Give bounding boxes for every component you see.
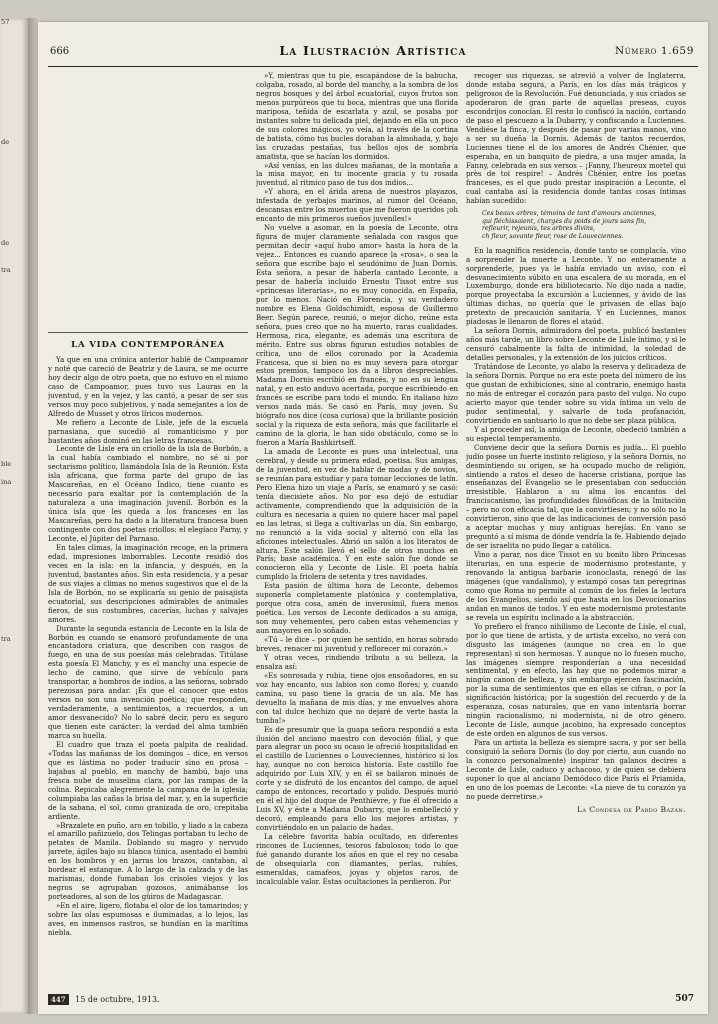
edge-text-fragment	[0, 763, 28, 772]
edge-text-fragment	[0, 377, 28, 386]
edge-text-fragment	[0, 902, 28, 911]
edge-text-fragment	[0, 570, 28, 579]
edge-text-fragment	[0, 313, 28, 322]
edge-text-fragment	[0, 497, 28, 506]
edge-text-fragment	[0, 717, 28, 726]
edge-text-fragment	[0, 92, 28, 101]
edge-text-fragment	[0, 469, 28, 478]
edge-text-fragment	[0, 276, 28, 285]
edge-text-fragment	[0, 303, 28, 312]
paragraph: La señora Dornis, admiradora del poeta, publicó bastantes años más tarde, un libro sobre Leconte de Lisle íntimo, y si le censuró cabalmente la falta de intimidad, la soledad de detalles personales, y la extensión de los juicios críticos.	[466, 327, 686, 363]
paragraph: Leconte de Lisle era un criollo de la isla de Borbón, a la cual había cambiado el nombre, no sé si por sectarismo político, llamándola Isla de la Reunión. Esta isla africana, que forma parte del grupo de las Mascareñas, en el Océano Índico, tiene cuanto es necesario para exaltar por la contemplación de la naturaleza a una imaginación juvenil. Borbón es la única isla que les queda a los franceses en las Mascareñas, pero ha dado a la literatura francesa buen contingente con dos poetas criollos: el elegíaco Parny, y Leconte, el Júpiter del Parnaso.	[48, 445, 248, 544]
edge-text-fragment	[0, 202, 28, 211]
paragraph: Durante la segunda estancia de Leconte en la Isla de Borbón es cuando se enamoró profundamente de una encantadora criatura, que describen con rasgos de fuego, en una de sus poesías más celebradas. Titúlase esta poesía El Manchy, y es el manchy una especie de lecho de camino, que sirve de vehículo para transportar, a hombros de indios, a las señoras, sobrado perezosas para andar. ¡Es que el conocer que estos versos no son una invención poética; que responden, verdaderamente, a sentimientos, a recuerdos, a un amor desvanecido? No lo sabré decir, pero es seguro que tienen este carácter: la verdad del alma también marca su huella.	[48, 624, 248, 740]
paragraph: Esta pasión de última hora de Leconte, debemos suponerla completamente platónica y contemplativa, porque otra cosa, amén de inverosímil, fuera menos poética. Los versos de Leconte dedicados a su amiga, son muy vehementes, pero caben estas vehemencias y aun mayores en lo soñado.	[256, 582, 458, 636]
paragraph: Conviene decir que la señora Dornis es judía... El pueblo judío posee un fuerte instinto religioso, y la señora Dornis, no desmintiendo su origen, se ha ocupado mucho de religión, sintiendo a ratos el deseo de hacerse cristiana, porque las enseñanzas del Evangelio se le presentaban con seducción irresistible. Hablaron a su alma los encantos del franciscanismo, las profundidades filosóficas de la Imitación – pero no con eficacia tal, que la convirtiesen; y no sólo no la convirtieron, sino que de las indicaciones de conversión pasó a aceptar muchas y muy antiguas herejías. En vano se preguntó a sí misma de dónde vendría la fe. Habiendo dejado de ser israelita no pudo llegar a católica.	[466, 443, 686, 551]
paragraph: »Brazalete en puño, aro en tobillo, y liado a la cabeza el amarillo pañizuelo, dos Telingas portaban tu lecho de petates de Manila. Doblando su magro y nervudo jarrete, ágiles bajo su blanca túnica, asentado el bambú en los hombros y en jarras los brazos, cantaban, al bordear el estanque. A lo largo de la calzada y de las marismas, donde fumaban los crisoles viejos y los negros se agrupaban gozosos, animábanse los porteadores, al son de los güiros de Madagascar.	[48, 821, 248, 902]
edge-text-fragment	[0, 625, 28, 634]
edge-text-fragment: tra	[1, 634, 11, 643]
edge-text-fragment	[0, 855, 28, 864]
edge-text-fragment	[0, 487, 28, 496]
edge-text-fragment	[0, 395, 28, 404]
edge-text-fragment	[0, 653, 28, 662]
edge-text-fragment	[0, 322, 28, 331]
edge-text-fragment	[0, 791, 28, 800]
verse-line: ch fleur, savante fleur, rose de Louveciennes.	[482, 233, 624, 241]
edge-text-fragment	[0, 331, 28, 340]
edge-text-fragment	[0, 147, 28, 156]
paragraph: »En el aire, ligero, flotaba el olor de los tamarindos; y sobre las olas espumosas e iluminadas, a lo lejos, las aves, en inmensos rastros, se hundían en la marítima niebla.	[48, 902, 248, 937]
edge-text-fragment: ble	[1, 459, 12, 468]
edge-text-fragment	[0, 948, 28, 957]
edge-text-fragment	[0, 607, 28, 616]
edge-text-fragment	[0, 119, 28, 128]
edge-text-fragment	[0, 543, 28, 552]
edge-text-fragment	[0, 819, 28, 828]
paragraph: recoger sus riquezas, se atrevió a volver de Inglaterra, donde estaba segura, a París, en los días más trágicos y peligrosos de la Revolución. Fué denunciada, y sus criados se apoderaron de gran parte de aquellas preseas, cuyos escondrijos conocían. El resto lo confiscó la nación, cortando de paso el pescuezo a la Dubarry, y confiscando a Luciennes. Vendiése la finca, y después de pasar por varias manos, vino a ser su dueña la Dornis. Además de tantos recuerdos, Luciennes tiene el de los amores de Andrés Chénier, que esperaba, en un banquito de piedra, a una mujer amada, la Fanny, celebrada en sus versos – ¡Fanny, l'heureux mortel qui près de toi respire! – Andrés Chénier, entre los poetas franceses, es el que pudo prestar inspiración a Leconte, el cual cantaba así la residencia donde tantas cosas íntimas habían sucedido:	[466, 72, 686, 206]
edge-text-fragment	[0, 165, 28, 174]
edge-text-fragment	[0, 690, 28, 699]
edge-text-fragment: de	[1, 137, 10, 146]
edge-text-fragment	[0, 754, 28, 763]
edge-text-fragment	[0, 340, 28, 349]
paragraph: No vuelve a asomar, en la poesía de Leconte, otra figura de mujer claramente señalada con rasgos que permitan decir «aquí hubo amor» hasta la hora de la vejez... Entonces es cuando aparece la «rosa», o sea la señora que escribe bajo el seudónimo de Juan Dornis. Esta señora, a pesar de haberla cantado Leconte, a pesar de haberla incluido Ernesto Tissot entre sus «princesas literarias», no es muy conocida, en España, por lo menos. Nació en Florencia, y su verdadero nombre es Elena Goldschimidt, esposa de Guillermo Beer. Según parece, reunió, o mejor dicho, reúne esta señora, pues creo que no ha muerto, raras cualidades. Hermosa, rica, elegante, es además una escritora de mérito. Entre sus obras figuran estudios notables de crítica, uno de ellos coronado por la Academia Francesa, que si bien no es muy severa para otorgar estos premios, tampoco los da a libros despreciables. Madama Dornis escribió en francés, y no en su lengua natal, y en esto anduvo acertada, porque escribiendo en francés se escribe para todo el mundo. En italiano hizo versos nada más. Se casó en París, muy joven. Su biógrafo nos dice (cosa curiosa) que la brillante posición social y la riqueza de esta señora, más que facilitarle el camino de la gloria, le han sido obstáculo, como se lo fueron a María Bashkirtseff.	[256, 224, 458, 448]
footer-date: 15 de octubre, 1913.	[75, 995, 160, 1004]
edge-text-fragment	[0, 432, 28, 441]
paragraph: Yo prefiero el franco nihilismo de Leconte de Lisle, el cual, por lo que tiene de artista, y de artista excelso, no verá con disgusto las imágenes (aunque no crea en lo que representan) si son hermosas. Y aunque no lo fuesen mucho, las imágenes siempre responderían a una necesidad sentimental, y en efecto, las hay que no podemos mirar a ningún canon de belleza, y sin embargo ejercen fascinación, por la suma de sentimientos que en ellas se cifran, o por la significación histórica; por la sugestión del recuerdo y de la esperanza, cosas naturales, que en vano intentaría borrar ningún racionalismo, ni modernista, ni de otro género. Leconte de Lisle, aunque jacobino, ha expresado conceptos de este orden en algunos de sus versos.	[466, 622, 686, 739]
edge-text-fragment	[0, 892, 28, 901]
edge-text-fragment	[0, 865, 28, 874]
edge-text-fragment: tra	[1, 266, 11, 275]
paragraph: «Es sonrosada y rubia, tiene ojos ensoñadores, en su voz hay encanto, sus labios son como flores; y, cuando camina, su paso tiene la gracia de un ala. Me has devuelto la mañana de mis días, y me envuelves ahora con tal dulce hechizo que no dejaré de verte hasta la tumba!»	[256, 671, 458, 725]
edge-text-fragment	[0, 883, 28, 892]
edge-text-fragment	[0, 423, 28, 432]
edge-text-fragment	[0, 27, 28, 36]
paragraph: »Y, mientras que tu pie, escapándose de la babucha, colgaba, rosado, al borde del manchy, a la sombra de los negros bosques y del árbol ecuatorial, cuyos frutos son menos purpúreos que tu boca, mientras que una florida mariposa, teñida de escarlata y azul, se posaba por instantes sobre tu delicada piel, dejando en ella un poco de sus colores mágicos, yo veía, al través de la cortina de batista, cómo tus bucles doraban la almohada, y, bajo las cruzadas pestañas, tus bellos ojos de sombría amatista, que se hacían los dormidos.	[256, 72, 458, 161]
edge-text-fragment	[0, 441, 28, 450]
edge-text-fragment	[0, 184, 28, 193]
french-verse	[482, 210, 686, 240]
edge-text-fragment	[0, 975, 28, 984]
edge-text-fragment	[0, 745, 28, 754]
edge-text-fragment	[0, 552, 28, 561]
edge-text-fragment	[0, 1012, 28, 1014]
edge-text-fragment: 57	[1, 18, 10, 26]
edge-text-fragment	[0, 174, 28, 183]
magazine-page	[38, 22, 708, 1014]
paragraph: En la magnífica residencia, donde tanto se complacía, vino a sorprender la muerte a Leconte. Y no enteramente a sorprenderle, pues ya le había enviado un aviso, con el desvanecimiento súbito en una escalera de su morada, en el Luxemburgo, donde era bibliotecario. No dijo nada a nadie, porque proyectaba la excursión a Luciennes, y ávido de las últimas dichas, no quería que le privasen de ellas bajo pretexto de precaución sanitaria. Y en Luciennes, manos piadosas le llenaron de flores el ataúd.	[466, 246, 686, 327]
edge-text-fragment	[0, 414, 28, 423]
edge-text-fragment	[0, 55, 28, 64]
section-title: LA VIDA CONTEMPORÁNEA	[71, 340, 225, 350]
edge-text-fragment	[0, 800, 28, 809]
paragraph: «Tú – le dice – por quien he sentido, en horas sobrado breves, renacer mi juventud y reflorecer mi corazón.»	[256, 636, 458, 653]
column-3-text-a	[466, 72, 686, 206]
edge-text-fragment	[0, 533, 28, 542]
edge-text-fragment	[0, 230, 28, 239]
edge-text-fragment	[0, 211, 28, 220]
verse-line: qui fléchissaient, chargés du poids de jours sans fin,	[482, 217, 647, 225]
edge-text-fragment	[0, 64, 28, 73]
edge-text-fragment	[0, 837, 28, 846]
edge-text-fragment	[0, 368, 28, 377]
edge-text-fragment	[0, 681, 28, 690]
paragraph: Tratándose de Leconte, yo alabo la reserva y delicadeza de la señora Dornis. Porque no era este poeta del número de los que gustan de exhibiciones, sino al contrario, enemigo hasta no más de entregar el corazón para pasto del vulgo. No cupo acierto mayor que tender sobre su vida íntima un velo de pudor sentimental, y salvarle de toda profanación, convirtiendo en santuario lo que no debe ser plaza pública.	[466, 363, 686, 425]
adjacent-page-edge	[0, 18, 28, 1014]
edge-text-fragment	[0, 708, 28, 717]
column-3-text-b	[466, 247, 686, 802]
verse-line: Ces beaux arbres, témoins de tant d'amours anciennes,	[482, 210, 657, 218]
edge-text-fragment	[0, 644, 28, 653]
edge-text-fragment	[0, 809, 28, 818]
paragraph: Y al proceder así, la amiga de Leconte, obedeció también a su especial temperamento.	[466, 425, 686, 443]
edge-text-fragment	[0, 662, 28, 671]
edge-text-fragment	[0, 156, 28, 165]
edge-text-fragment	[0, 257, 28, 266]
edge-text-fragment	[0, 966, 28, 975]
footer-badge: 447	[48, 994, 69, 1005]
paragraph: Me refiero a Leconte de Lisle, jefe de la escuela parnasiana, que sucedió al romanticismo y por bastantes años dominó en las letras francesas.	[48, 418, 248, 445]
page-footer	[48, 994, 698, 1008]
column-1	[48, 72, 248, 1010]
edge-text-fragment	[0, 101, 28, 110]
edge-text-fragment	[0, 561, 28, 570]
column-2-text	[256, 72, 458, 887]
edge-text-fragment	[0, 773, 28, 782]
edge-text-fragment	[0, 294, 28, 303]
edge-text-fragment	[0, 386, 28, 395]
verse-line: refleurir, rejeunis, tes arbres divins,	[482, 225, 595, 233]
edge-text-fragment	[0, 524, 28, 533]
edge-text-fragment	[0, 736, 28, 745]
paragraph: El cuadro que traza el poeta palpita de realidad. «Todas las mañanas de los domingos – dice, en versos que es lástima no poder traducir sino en prosa – bajabas al pueblo, en manchy de bambú, bajo una fresca nube de muselina clara, por las rampas de la colina. Repicaba alegremente la campana de la iglesia; columpiaba las cañas la brisa del mar, y, en la superficie de la sabana, el sol, como granizada de oro, crepitaba ardiente.	[48, 740, 248, 821]
edge-text-fragment	[0, 911, 28, 920]
edge-text-fragment	[0, 874, 28, 883]
paragraph: Vino a parar, nos dice Tissot en su bonito libro Princesas literarias, en una especie de modernismo protestante, y renovando la antigua barbarie iconoclasta, renegó de las imágenes (que vandalismo), y estampó cosas tan peregrinas como que Roma no permite al común de los fieles la lectura de los Evangelios, siendo así que hasta en los Devocionarios andan en manos de todos. Y en este modernismo protestante se revela un espíritu inclinado a la abstracción.	[466, 551, 686, 622]
edge-text-fragment	[0, 110, 28, 119]
edge-text-fragment	[0, 349, 28, 358]
paragraph: »Así venías, en las dulces mañanas, de la montaña a la misa mayor, en tu inocente gracia y tu rosada juventud, al ritmico paso de tus dos indios...	[256, 161, 458, 188]
magazine-title: La Ilustración Artística	[279, 43, 467, 58]
paragraph: »Y ahora, en el árida arena de nuestros playazos, infestada de yerbajos marinos, al rumor del Océano, descansas entre los muertos que me fueron queridos ¡oh encanto de mis primeros sueños juveniles!»	[256, 188, 458, 224]
edge-text-fragment	[0, 82, 28, 91]
paragraph: En tales climas, la imaginación recoge, en la primera edad, impresiones imborrables. Leconte residió dos veces en la isla: en la infancia, y después, en la juventud, bastantes años. Sin esta residencia, y a pesar de sus viajes a climas no menos sugestivos que el de la Isla de Borbón, no se explicaría su genio de paisajista ecuatorial, sus descripciones admirables de animales fieros, de sus costumbres, cacerías, luchas y salvajes amores.	[48, 543, 248, 624]
edge-text-fragment	[0, 920, 28, 929]
edge-text-fragment	[0, 616, 28, 625]
edge-text-fragment	[0, 73, 28, 82]
edge-text-fragment: de	[1, 238, 10, 247]
edge-text-fragment	[0, 957, 28, 966]
edge-text-fragment	[0, 984, 28, 993]
column-3	[466, 72, 686, 1010]
edge-text-fragment	[0, 782, 28, 791]
paragraph: Es de presumir que la guapa señora respondió a esta ilusión del anciano maestro con devoción filial, y que para alegrar un poco su ocaso le ofreció hospitalidad en el castillo de Luciennes o Louveciennes, histórico si los hay, aunque no con heroica historia. Este castillo fue adquirido por Luis XIV, y en él se bailaron minués de corte y se disfrutó de los encantos del campo, de aquel campo de entonces, recortado y pulido. Después murió en él el hijo del duque de Penthièvre, y fue él ofrecido a Luis XV, y éste a Madama Dubarry, que lo embelleció y decoró, empleando para ello los mejores artistas, y convirtiéndolo en un palacio de hadas.	[256, 725, 458, 833]
edge-text-fragment	[0, 506, 28, 515]
paragraph: La amada de Leconte es pues una intelectual, una cerebral, y desde su primera edad, poetisa. Sus amigas, de la juventud, en vez de hablar de modas y de novios, se reunían para estudiar y para tomar lecciones de latín. Pero Elena hizo un viaje a París, se enamoró y se casó: tenía diecisiete años. No por eso dejó de estudiar activamente, comprendiendo que la adquisición de la cultura es necesaria a quien no quiere hacer mal papel en las letras, si llega a cultivarlas un día. Sin embargo, no renunció a la vida social y alternó con ella las aficiones intelectuales. Abrió un salón a los literatos de altura. Este salón llevó el sello de otros muchos en París; base académica. Y en este salón fue donde se conocieron ella y Leconte de Lisle. El poeta había cumplido la friolera de setenta y tres navidades.	[256, 448, 458, 582]
edge-text-fragment	[0, 828, 28, 837]
edge-text-fragment	[0, 36, 28, 45]
edge-text-fragment	[0, 46, 28, 55]
page-number-right: 507	[675, 994, 694, 1004]
edge-text-fragment	[0, 285, 28, 294]
edge-text-fragment	[0, 846, 28, 855]
issue-number: Número 1.659	[615, 45, 694, 57]
edge-text-fragment	[0, 994, 28, 1003]
illustration-space	[48, 72, 248, 333]
edge-text-fragment: ina	[1, 478, 12, 487]
edge-text-fragment	[0, 589, 28, 598]
column-2	[256, 72, 458, 1010]
paragraph: La célebre favorita había ocultado, en diferentes rincones de Luciennes, tesoros fabulosos; todo lo que fué ganando durante los años en que el rey no cesaba de obsequiarla con diamantes, perlas, rubíes, esmeraldas, camafeos, joyas y objetos raros, de incalculable valor. Estas ocultaciones la perdieron. Por	[256, 833, 458, 886]
edge-text-fragment	[0, 515, 28, 524]
edge-text-fragment	[0, 727, 28, 736]
edge-text-fragment	[0, 359, 28, 368]
column-1-text	[48, 356, 248, 938]
edge-text-fragment	[0, 671, 28, 680]
edge-text-fragment	[0, 248, 28, 257]
paragraph: Para un artista la belleza es siempre sacra, y por ser bella consiguió la señora Dornis (lo doy por cierto, aun cuando no la conozco personalmente) inspirar tan galanos decires a Leconte de Lisle, caduco y achacoso, y de quien se debiera suponer lo que al anciano Demódoco dice París el Priamida, en uno de los poemas de Leconte: «La nieve de tu corazón ya no puede derretirse.»	[466, 739, 686, 801]
edge-text-fragment	[0, 220, 28, 229]
edge-text-fragment	[0, 451, 28, 460]
edge-text-fragment	[0, 579, 28, 588]
page-number-left: 666	[50, 46, 70, 57]
author-signature: La Condesa de Pardo Bazán.	[576, 804, 686, 814]
edge-text-fragment	[0, 405, 28, 414]
page-header	[48, 42, 698, 67]
edge-text-fragment	[0, 128, 28, 137]
paragraph: Ya que en una crónica anterior hablé de Campoamor y noté que careció de Beatriz y de Laura, se me ocurre hoy decir algo de otro poeta, que no estuvo en el mismo caso de Campoamor, pues tuvo sus Lauras en la juventud, y en la vejez, y las cantó, a pesar de ser sus versos muy poco subjetivos, y nada semejantes a los de Alfredo de Musset y otros líricos modernos.	[48, 355, 248, 418]
edge-text-fragment	[0, 1003, 28, 1012]
paragraph: Y otras veces, rindiendo tributo a su belleza, la ensalza así:	[256, 653, 458, 671]
edge-text-fragment	[0, 699, 28, 708]
edge-text-fragment	[0, 929, 28, 938]
edge-text-fragment	[0, 938, 28, 947]
edge-text-fragment	[0, 193, 28, 202]
edge-text-fragment	[0, 598, 28, 607]
